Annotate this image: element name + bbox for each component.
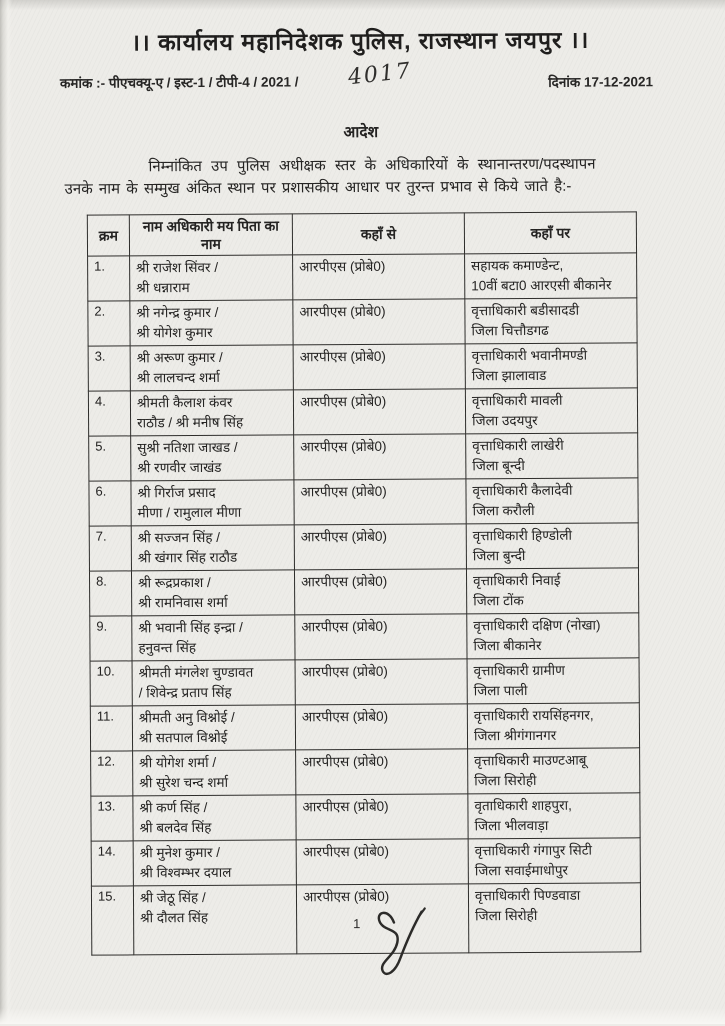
to-post-line-2: जिला उदयपुर: [472, 412, 538, 429]
to-post-cell: [466, 478, 638, 524]
officer-name-cell: [130, 255, 293, 301]
to-post-line-1: वृताधिकारी शाहपुरा,: [474, 797, 572, 814]
to-post-cell: [467, 658, 639, 704]
officer-name-line-1: श्री सज्जन सिंह /: [137, 529, 221, 546]
officer-name-cell: [131, 525, 294, 571]
handwritten-reference-number: 4017: [346, 58, 414, 91]
to-post-line-2: जिला बीकानेर: [473, 637, 542, 654]
table-row: [90, 613, 639, 661]
office-title: ।। कार्यालय महानिदेशक पुलिस, राजस्थान जयपुर ।।: [131, 26, 590, 56]
officer-name-line-1: श्री जेठू सिंह /: [139, 889, 206, 906]
to-post-cell: [465, 343, 637, 389]
officer-name-line-2: श्री रणवीर जाखंड: [137, 459, 222, 476]
table-row: [89, 433, 638, 481]
to-post-line-2: 10वीं बटा0 आरएसी बीकानेर: [471, 277, 612, 294]
from-post-cell: आरपीएस (प्रोबे0): [294, 569, 466, 615]
table-row: [90, 703, 639, 751]
row-serial: 6.: [89, 481, 131, 526]
officer-name-cell: [132, 615, 295, 661]
row-serial: 10.: [90, 661, 132, 706]
officer-name-line-1: श्री नगेन्द्र कुमार /: [136, 304, 219, 321]
officer-name-cell: [133, 750, 296, 796]
from-post-cell: आरपीएस (प्रोबे0): [296, 794, 468, 840]
officer-name-line-1: श्री राजेश सिंवर /: [136, 259, 219, 276]
officer-name-line-1: श्री भवानी सिंह इन्द्रा /: [138, 619, 243, 636]
to-post-line-2: जिला सिरोही: [474, 772, 537, 789]
row-serial: 12.: [91, 751, 133, 796]
officer-name-cell: [133, 840, 296, 886]
transfer-table-body: [88, 253, 641, 955]
officer-name-line-1: श्री कर्ण सिंह /: [139, 799, 208, 816]
table-row: [91, 793, 640, 841]
to-post-line-2: जिला सवाईमाधोपुर: [474, 862, 569, 879]
officer-name-line-1: श्रीमती मंगलेश चुण्डावत: [138, 664, 254, 681]
officer-name-line-2: श्री धन्नाराम: [136, 280, 190, 296]
officer-name-line-1: श्रीमती कैलाश कंवर: [136, 394, 233, 411]
officer-name-cell: [131, 480, 294, 526]
officer-name-line-2: / शिवेन्द्र प्रताप सिंह: [138, 684, 232, 701]
table-row: [89, 478, 638, 526]
reference-number-label: कमांक :- पीएचक्यू-ए / इस्ट-1 / टीपी-4 / 2021 /: [59, 74, 299, 91]
to-post-line-1: वृत्ताधिकारी दक्षिण (नोखा): [473, 617, 601, 634]
row-serial: 7.: [89, 526, 131, 571]
to-post-line-2: जिला श्रीगंगानगर: [473, 727, 557, 744]
row-serial: 13.: [91, 796, 133, 841]
from-post-cell: आरपीएस (प्रोबे0): [294, 524, 466, 570]
header-from: कहाँ से: [292, 213, 464, 255]
officer-name-cell: [131, 570, 294, 616]
transfer-order-table: [87, 211, 642, 955]
from-post-cell: आरपीएस (प्रोबे0): [293, 344, 465, 390]
to-post-line-1: वृत्ताधिकारी पिण्डवाडा: [474, 887, 581, 904]
order-heading: आदेश: [343, 123, 379, 142]
to-post-line-1: वृत्ताधिकारी भवानीमण्डी: [471, 347, 588, 364]
to-post-cell: [465, 298, 637, 344]
from-post-cell: आरपीएस (प्रोबे0): [295, 704, 467, 750]
to-post-cell: [465, 253, 637, 299]
intro-paragraph: [64, 153, 664, 201]
to-post-line-1: वृत्ताधिकारी बडीसादडी: [471, 302, 580, 319]
header-serial: क्रम: [87, 215, 129, 256]
row-serial: 5.: [89, 436, 131, 481]
from-post-cell: आरपीएस (प्रोबे0): [293, 299, 465, 345]
officer-name-cell: [130, 345, 293, 391]
from-post-cell: आरपीएस (प्रोबे0): [295, 659, 467, 705]
row-serial: 1.: [88, 256, 130, 301]
officer-name-line-2: श्री लालचन्द शर्मा: [136, 369, 220, 386]
from-post-cell: आरपीएस (प्रोबे0): [296, 884, 468, 954]
officer-name-line-1: श्री अरूण कुमार /: [136, 349, 223, 366]
officer-name-cell: [131, 435, 294, 481]
to-post-line-1: वृत्ताधिकारी ग्रामीण: [473, 662, 565, 679]
officer-name-cell: [133, 795, 296, 841]
header-to: कहाँ पर: [464, 212, 636, 254]
row-serial: 4.: [88, 391, 130, 436]
table-header-row: [87, 212, 636, 256]
to-post-cell: [467, 703, 639, 749]
to-post-line-2: जिला करौली: [472, 502, 535, 519]
row-serial: 2.: [88, 301, 130, 346]
row-serial: 8.: [89, 571, 131, 616]
to-post-cell: [466, 523, 638, 569]
to-post-cell: [468, 838, 640, 884]
to-post-cell: [468, 748, 640, 794]
from-post-cell: आरपीएस (प्रोबे0): [293, 254, 465, 300]
officer-name-line-1: श्री योगेश शर्मा /: [139, 754, 217, 771]
to-post-line-1: वृत्ताधिकारी मावली: [471, 392, 563, 409]
table-row: [91, 838, 640, 886]
scan-edge-top: [0, 0, 725, 10]
from-post-cell: आरपीएस (प्रोबे0): [294, 434, 466, 480]
officer-name-line-2: श्री योगेश कुमार: [136, 324, 213, 341]
document-date: दिनांक 17-12-2021: [548, 74, 654, 90]
table-row: [88, 343, 637, 391]
officer-name-line-1: श्री मुनेश कुमार /: [139, 844, 221, 861]
table-row: [90, 658, 639, 706]
officer-name-cell: [132, 705, 295, 751]
from-post-cell: आरपीएस (प्रोबे0): [296, 839, 468, 885]
to-post-line-2: जिला सिरोही: [475, 907, 538, 924]
row-serial: 15.: [91, 886, 133, 955]
from-post-cell: आरपीएस (प्रोबे0): [296, 749, 468, 795]
officer-name-cell: [130, 390, 293, 436]
officer-name-line-2: श्री सुरेश चन्द शर्मा: [139, 774, 229, 791]
to-post-cell: [465, 388, 637, 434]
to-post-line-2: जिला बुन्दी: [472, 548, 526, 564]
to-post-line-2: जिला टोंक: [473, 593, 524, 609]
row-serial: 11.: [90, 706, 132, 751]
table-row: [88, 388, 637, 436]
row-serial: 14.: [91, 841, 133, 886]
intro-line-2: उनके नाम के सम्मुख अंकित स्थान पर प्रशासकीय आधार पर तुरन्त प्रभाव से किये जाते है:-: [64, 177, 572, 198]
to-post-line-2: जिला झालावाड: [471, 367, 547, 384]
scan-edge-left: [0, 0, 12, 1024]
table-row: [91, 748, 640, 796]
officer-name-line-1: सुश्री नतिशा जाखड /: [137, 439, 238, 456]
officer-name-line-2: श्री सतपाल विश्नोई: [138, 729, 228, 746]
to-post-line-2: जिला चित्तौडगढ: [471, 322, 549, 339]
to-post-cell: [467, 613, 639, 659]
scan-edge-bottom: [0, 1008, 725, 1024]
to-post-line-2: जिला बून्दी: [472, 458, 525, 474]
table-row: [89, 568, 638, 616]
officer-name-line-2: श्री दौलत सिंह: [140, 909, 209, 926]
to-post-line-2: जिला भीलवाड़ा: [474, 817, 549, 834]
from-post-cell: आरपीएस (प्रोबे0): [294, 479, 466, 525]
to-post-line-1: सहायक कमाण्डेन्ट,: [471, 257, 564, 274]
page-footer: [3, 896, 725, 1000]
to-post-line-1: वृत्ताधिकारी गंगापुर सिटी: [474, 842, 593, 859]
from-post-cell: आरपीएस (प्रोबे0): [295, 614, 467, 660]
to-post-line-1: वृत्ताधिकारी माउण्टआबू: [474, 752, 587, 769]
to-post-cell: [466, 433, 638, 479]
to-post-line-1: वृत्ताधिकारी रायसिंहनगर,: [473, 707, 594, 724]
to-post-line-1: वृत्ताधिकारी कैलादेवी: [472, 482, 573, 499]
table-row: [88, 253, 637, 301]
officer-name-cell: [132, 660, 295, 706]
to-post-line-2: जिला पाली: [473, 682, 528, 699]
officer-name-line-1: श्रीमती अनु विश्नोई /: [138, 709, 235, 726]
table-row: [88, 298, 637, 346]
officer-name-line-2: राठौड / श्री मनीष सिंह: [137, 414, 244, 431]
row-serial: 3.: [88, 346, 130, 391]
officer-name-line-2: श्री बलदेव सिंह: [139, 819, 212, 836]
to-post-cell: [466, 568, 638, 614]
row-serial: 9.: [90, 616, 132, 661]
officer-name-line-1: श्री गिर्राज प्रसाद: [137, 484, 216, 501]
officer-name-line-2: मीणा / रामुलाल मीणा: [137, 504, 242, 521]
officer-name-line-2: श्री खंगार सिंह राठौड: [137, 549, 238, 566]
officer-name-line-2: हनुवन्त सिंह: [138, 640, 197, 656]
header-officer-name: नाम अधिकारी मय पिता का नाम: [129, 214, 292, 256]
to-post-cell: [468, 793, 640, 839]
table-row: [89, 523, 638, 571]
officer-name-line-2: श्री विश्वम्भर दयाल: [139, 864, 232, 881]
page-number: 1: [353, 916, 361, 932]
to-post-line-1: वृत्ताधिकारी लाखेरी: [472, 437, 564, 454]
handwritten-signature-icon: [365, 900, 430, 988]
officer-name-cell: [130, 300, 293, 346]
to-post-line-1: वृत्ताधिकारी निवाई: [473, 572, 561, 589]
to-post-line-1: वृत्ताधिकारी हिण्डोली: [472, 527, 573, 544]
reference-row: [59, 58, 654, 98]
from-post-cell: आरपीएस (प्रोबे0): [293, 389, 465, 435]
intro-line-1: निम्नांकित उप पुलिस अधीक्षक स्तर के अधिकारियों के स्थानान्तरण/पदस्थापन: [148, 155, 596, 176]
officer-name-line-2: श्री रामनिवास शर्मा: [138, 594, 228, 611]
officer-name-line-1: श्री रूद्रप्रकाश /: [138, 574, 211, 591]
